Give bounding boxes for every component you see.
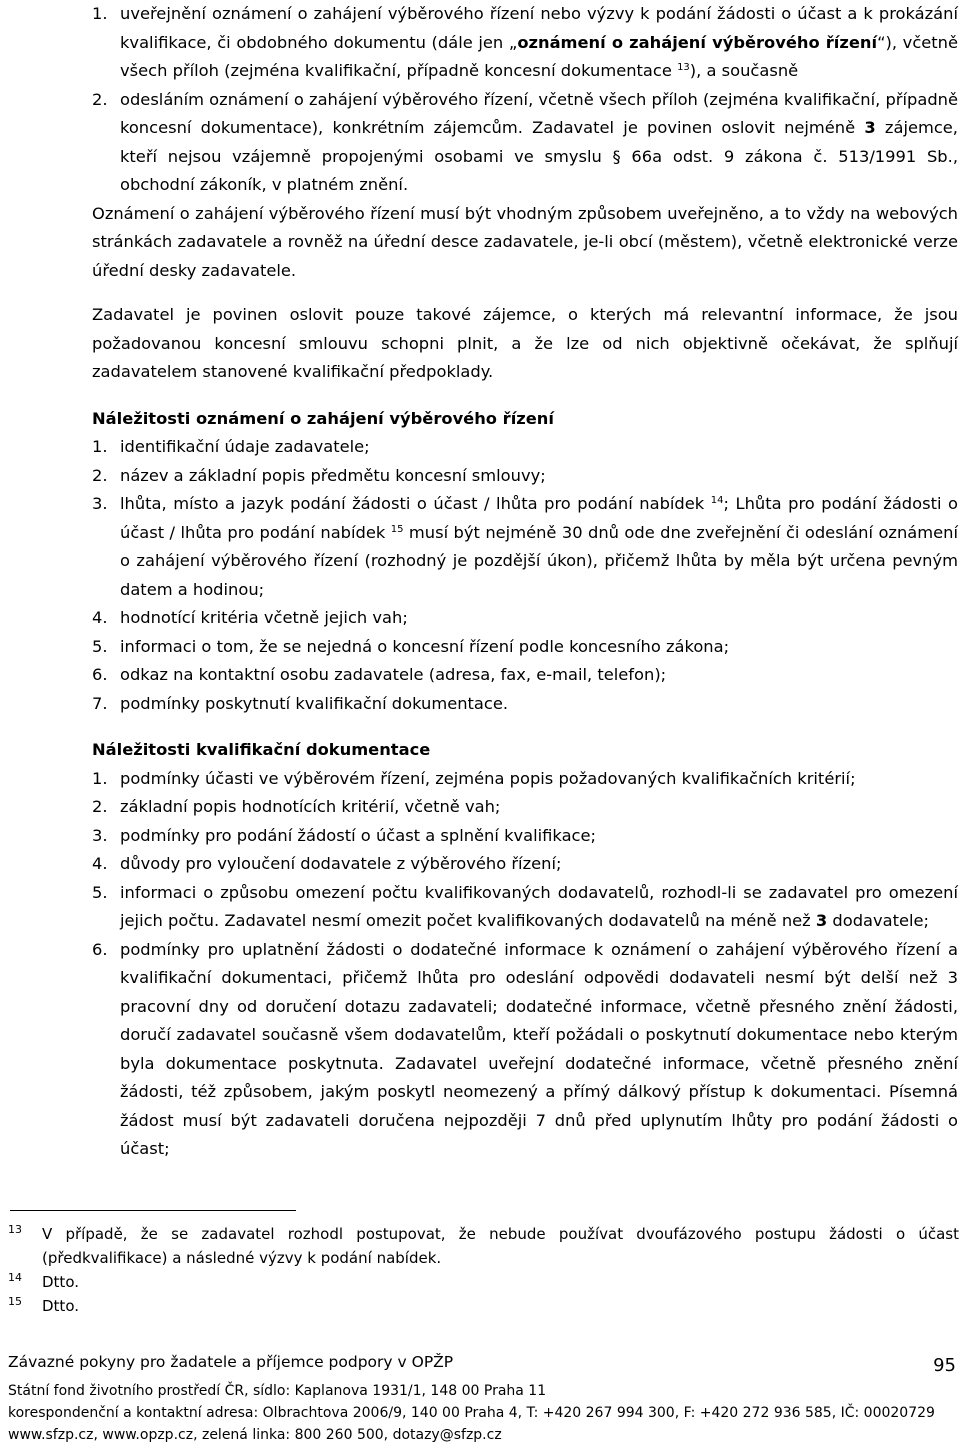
list-number: 2. <box>92 89 108 109</box>
footnote-ref[interactable]: 15 <box>390 523 404 535</box>
list-item: 7. podmínky poskytnutí kvalifikační dokumentace. <box>92 693 509 713</box>
section-heading: Náležitosti oznámení o zahájení výběrového řízení <box>92 408 554 428</box>
footer-title: Závazné pokyny pro žadatele a příjemce podpory v OPŽP <box>8 1353 454 1371</box>
list-item: 5. informaci o způsobu omezení počtu kvalifikovaných dodavatelů, rozhodl-li se zadavatel pro omezení jejich počtu. Zadavatel nesmí omezit počet kvalifikovaných dodavatelů na méně než 3 dodavatele; <box>92 882 958 930</box>
list-item: 1. uveřejnění oznámení o zahájení výběrového řízení nebo výzvy k podání žádosti o účast a k prokázání kvalifikace, či obdobného dokumentu (dále jen „oznámení o zahájení výběrového řízení“), včetně všech příloh (zejména kvalifikační, případně koncesní dokumentace $^{13}$), a současně <box>92 0 958 86</box>
list-item: 2. odesláním oznámení o zahájení výběrového řízení, včetně všech příloh (zejména kvalifikační, případně koncesní dokumentace), konkrétním zájemcům. Zadavatel je povinen oslovit nejméně 3 zájemce, kteří nejsou vzájemně propojenými osobami ve smyslu § 66a odst. 9 zákona č. 513/1991 Sb., obchodní zákoník, v platném znění. <box>92 86 958 200</box>
list-item: 3. lhůta, místo a jazyk podání žádosti o účast / lhůta pro podání nabídek $^{14}$; Lhůta pro podání žádosti o účast / lhůta pro podání nabídek $^{15}$ musí být nejméně 30 dnů ode dne zveřejnění či odeslání oznámení o zahájení výběrového řízení (rozhodný je pozdější úkon), přičemž lhůta by měla být určena pevným datem a hodinou; <box>92 494 958 599</box>
footer-links[interactable]: www.sfzp.cz, www.opzp.cz, zelená linka: 800 260 500, dotazy@sfzp.cz <box>8 1427 502 1443</box>
list-item: 4. hodnotící kritéria včetně jejich vah; <box>92 608 408 627</box>
list-number: 1. <box>92 4 108 23</box>
document-body <box>92 0 958 1164</box>
list-item: 2. název a základní popis předmětu koncesní smlouvy; <box>92 465 546 485</box>
footnote-ref[interactable]: 14 <box>710 495 724 506</box>
footnotes <box>0 1222 960 1318</box>
list-item: 1. identifikační údaje zadavatele; <box>92 437 370 456</box>
page-number: 95 <box>933 1355 956 1376</box>
list-item: 1. podmínky účasti ve výběrovém řízení, zejména popis požadovaných kvalifikačních kritérií; <box>92 768 856 788</box>
list-item: 3. podmínky pro podání žádostí o účast a splnění kvalifikace; <box>92 825 596 845</box>
section-heading: Náležitosti kvalifikační dokumentace <box>92 740 431 759</box>
list-item: 6. odkaz na kontaktní osobu zadavatele (adresa, fax, e-mail, telefon); <box>92 665 667 684</box>
footnote-ref[interactable]: 13 <box>677 62 690 73</box>
paragraph: Oznámení o zahájení výběrového řízení musí být vhodným způsobem uveřejněno, a to vždy na webových stránkách zadavatele a rovněž na úřední desce zadavatele, je-li obcí (městem), včetně elektronické verze úřední desky zadavatele. <box>92 203 958 280</box>
footer-line: korespondenční a kontaktní adresa: Olbrachtova 2006/9, 140 00 Praha 4, T: +420 267 994 300, F: +420 272 936 585, IČ: 00020729 <box>8 1405 935 1421</box>
list-item: 5. informaci o tom, že se nejedná o koncesní řízení podle koncesního zákona; <box>92 636 730 656</box>
footer-line: Státní fond životního prostředí ČR, sídlo: Kaplanova 1931/1, 148 00 Praha 11 <box>8 1383 547 1399</box>
footnote: 14 Dtto. <box>8 1271 79 1291</box>
paragraph: Zadavatel je povinen oslovit pouze takové zájemce, o kterých má relevantní informace, že jsou požadovanou koncesní smlouvu schopni plnit, a že lze od nich objektivně očekávat, že splňují zadavatelem stanovené kvalifikační předpoklady. <box>92 305 958 381</box>
footnote-divider <box>10 1210 296 1211</box>
footnote: 15 Dtto. <box>8 1295 79 1315</box>
list-item: 2. základní popis hodnotících kritérií, včetně vah; <box>92 797 501 816</box>
list-item: 4. důvody pro vyloučení dodavatele z výběrového řízení; <box>92 854 562 873</box>
list-item: 6. podmínky pro uplatnění žádosti o dodatečné informace k oznámení o zahájení výběrového řízení a kvalifikační dokumentaci, přičemž lhůta pro odeslání odpovědi dodavateli nesmí být delší než 3 pracovní dny od doručení dotazu zadavateli; dodatečné informace, včetně přesného znění žádosti, doručí zadavatel současně všem dodavatelům, kteří požádali o poskytnutí dokumentace nebo kterým byla dokumentace poskytnuta. Zadavatel uveřejní dodatečné informace, včetně přesného znění žádosti, též způsobem, jakým poskytl neomezený a přímý dálkový přístup k dokumentaci. Písemná žádost musí být zadavateli doručena nejpozději 7 dnů před uplynutím lhůty pro podání žádosti o účast; <box>92 939 958 1158</box>
footnote: 13 V případě, že se zadavatel rozhodl postupovat, že nebude používat dvoufázového postupu žádosti o účast (předkvalifikace) a následné výzvy k podání nabídek. <box>8 1223 959 1267</box>
footer-contact <box>8 1380 935 1446</box>
